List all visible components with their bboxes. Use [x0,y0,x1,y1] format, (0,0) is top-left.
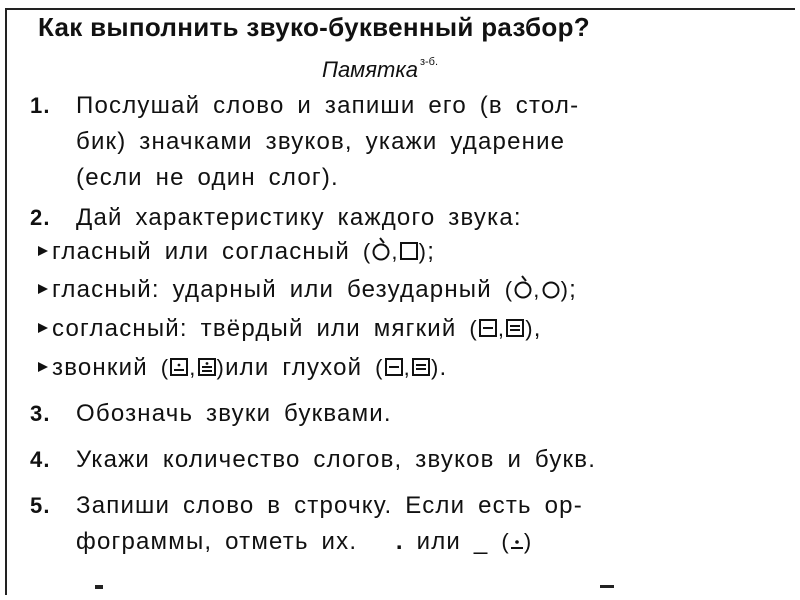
voiced-consonant-icon [169,356,189,386]
bullet-tail: , [533,315,542,342]
consonant-square-icon [399,240,419,270]
stressed-vowel-circle-icon [513,274,533,308]
bullet-stressed-unstressed: гласный: ударный или безударный ( , ); [38,274,577,308]
voiceless-consonant-icon [384,356,404,386]
top-border-line [5,8,795,10]
memo-item-1 [30,88,792,196]
item-number: 4. [30,447,51,472]
bullet-text: звонкий [52,354,148,381]
stressed-vowel-circle-icon [371,236,391,270]
bullet-text: гласный: ударный или безударный [52,276,492,303]
memo-item-4 [30,442,792,478]
hard-consonant-icon [478,317,498,347]
item-number: 3. [30,401,51,426]
dot-underline-icon [510,527,524,563]
bullet-text: гласный или согласный [52,238,350,265]
dot-mark: . [395,528,404,555]
bullet-tail: ; [427,238,436,265]
bullet-hard-soft: согласный: твёрдый или мягкий ( , ), [38,314,542,347]
item-line: (если не один слог). [76,164,339,191]
memo-item-2 [30,200,792,236]
item-line: Послушай слово и запиши его (в стол- [76,92,580,119]
item-line: фограммы, отметь их. [76,528,358,555]
scan-artifact [95,585,103,589]
bullet-vowel-consonant: гласный или согласный ( , ); [38,236,435,270]
memo-item-3 [30,396,792,432]
bullet-text: или глухой [225,354,363,381]
left-border-line [5,10,7,595]
bullet-arrow-icon [38,246,48,256]
subtitle-superscript: з-б. [419,56,439,68]
bullet-text: согласный: твёрдый или мягкий [52,315,457,342]
bullet-arrow-icon [38,284,48,294]
item-line: бик) значками звуков, укажи ударение [76,128,566,155]
or-label: или [416,528,462,555]
page-title: Как выполнить звуко-буквенный разбор? [38,12,590,42]
item-line: Дай характеристику каждого звука: [76,204,522,231]
unstressed-vowel-circle-icon [541,278,561,308]
voiced-soft-consonant-icon [197,356,217,386]
bullet-tail: ; [569,276,577,303]
soft-consonant-icon [505,317,525,347]
bullet-tail: . [439,354,448,381]
item-line: Укажи количество слогов, звуков и букв. [76,446,597,473]
item-line: Обозначь звуки буквами. [76,400,392,427]
memo-item-5 [30,488,792,563]
bullet-arrow-icon [38,323,48,333]
item-line: Запиши слово в строчку. Если есть ор- [76,492,583,519]
item-line-with-marks: фограммы, отметь их. . или _ ( ) [30,524,792,563]
bullet-voiced-voiceless: звонкий ( , )или глухой ( , ). [38,353,447,386]
memo-subtitle [322,56,438,83]
voiceless-soft-consonant-icon [411,356,431,386]
item-number: 2. [30,205,51,230]
bullet-arrow-icon [38,362,48,372]
subtitle-text: Памятка [322,57,418,82]
scan-artifact [600,585,614,588]
item-number: 1. [30,93,51,118]
item-number: 5. [30,493,51,518]
underline-mark: _ [473,528,489,555]
